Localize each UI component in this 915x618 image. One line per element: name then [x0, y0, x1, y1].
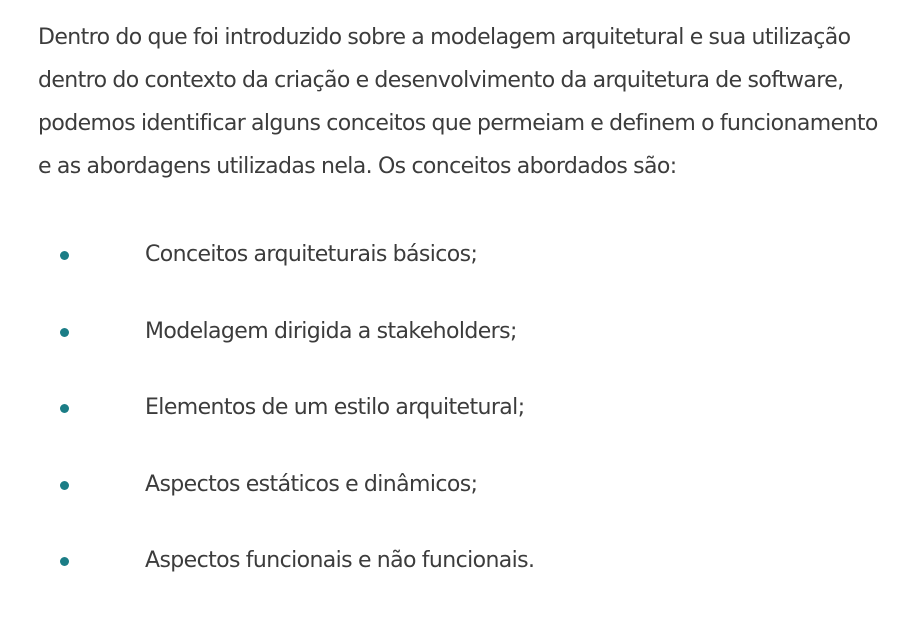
- intro-paragraph: [38, 16, 908, 188]
- concept-text: Modelagem dirigida a stakeholders;: [145, 318, 517, 344]
- bullet-icon: [60, 557, 69, 566]
- list-item: [38, 235, 898, 312]
- list-item: [38, 388, 898, 465]
- list-item: [38, 465, 898, 542]
- bullet-icon: [60, 481, 69, 490]
- concept-list: [38, 235, 898, 618]
- concept-text: Elementos de um estilo arquitetural;: [145, 395, 525, 420]
- concept-text: Aspectos funcionais e não funcionais.: [145, 548, 535, 573]
- concept-text: Conceitos arquiteturais básicos;: [145, 242, 478, 267]
- bullet-icon: [60, 251, 69, 260]
- document-body: [38, 16, 908, 573]
- intro-line: e as abordagens utilizadas nela. Os conceitos abordados são:: [38, 154, 677, 179]
- intro-line: dentro do contexto da criação e desenvolvimento da arquitetura de software,: [38, 68, 844, 93]
- list-item: [38, 541, 898, 618]
- concept-text: Aspectos estáticos e dinâmicos;: [145, 471, 478, 497]
- bullet-icon: [60, 404, 69, 413]
- intro-line: Dentro do que foi introduzido sobre a modelagem arquitetural e sua utilização: [38, 25, 851, 50]
- list-item: [38, 312, 898, 389]
- bullet-icon: [60, 328, 69, 337]
- intro-line: podemos identificar alguns conceitos que permeiam e definem o funcionamento: [38, 111, 878, 136]
